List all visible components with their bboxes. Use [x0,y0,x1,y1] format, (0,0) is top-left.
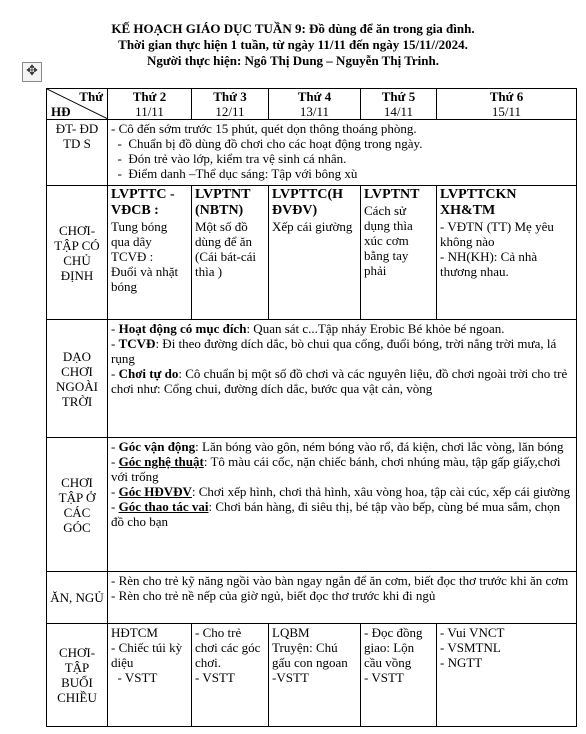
activity-title: LVPTNT (NBTN) [195,187,251,218]
list-item: - Góc nghệ thuật: Tô màu cái cốc, nặn chiếc bánh, chơi nhúng màu, tập gấp giấy,chơi với trống [111,454,561,484]
activity-line: HĐTCM [111,625,158,640]
table-header-row [47,89,577,120]
activity-line: Đuổi và nhặt bóng [111,264,179,294]
plan-authors: Người thực hiện: Ngô Thị Dung – Nguyễn Thị Trinh. [146,53,440,68]
activity-line: - Đọc đồng giao: Lộn cầu vồng [364,625,423,670]
list-item: - Góc HĐVĐV: Chơi xếp hình, chơi thả hình, xâu vòng hoa, tập cài cúc, xếp cái giường [111,484,571,499]
day-date: 15/11 [491,104,522,119]
row-dao-choi-ngoai-troi [47,320,577,438]
activity-line: Tung bóng qua dây [111,219,168,249]
dao-choi-content [108,320,577,438]
activity-line: - VSTT [364,670,404,685]
row-label-don-tre: ĐT- ĐD TD S [47,120,108,186]
afternoon-cell-tue [192,624,269,727]
corner-label-activity: HĐ [51,104,71,119]
afternoon-cell-fri [437,624,577,727]
activity-line: -VSTT [272,670,309,685]
plan-duration: Thời gian thực hiện 1 tuần, từ ngày 11/11 đến ngày 15/11//2024. [118,37,468,52]
activity-line: LQBM [272,625,310,640]
activity-line: Cách sử dụng thìa xúc cơm bằng tay phải [364,203,413,278]
list-item: - Góc vận động: Lăn bóng vào gôn, ném bóng vào rổ, đá kiện, chơi lắc vòng, lăn bóng [111,439,564,454]
activity-title: LVPTTC(H ĐVĐV) [272,187,344,218]
activity-line: - Vui VNCT [440,625,505,640]
activity-title: LVPTTCKN XH&TM [440,187,517,218]
activity-line: - VĐTN (TT) Mẹ yêu không nào [440,219,554,249]
activity-cell-mon [108,186,192,320]
day-header-wed [269,89,361,120]
row-label-an-ngu: ĂN, NGỦ [47,572,108,624]
afternoon-cell-thu [361,624,437,727]
day-date: 11/11 [135,104,164,119]
activity-cell-tue [192,186,269,320]
day-name: Thứ 2 [132,89,167,104]
day-header-thu [361,89,437,120]
don-tre-content [108,120,577,186]
row-label-buoi-chieu: CHƠI- TẬP BUỔI CHIỀU [47,624,108,727]
corner-cell [47,89,108,120]
corner-label-day: Thứ [79,89,103,104]
weekly-plan-table [46,88,577,727]
list-item: - Góc thao tác vai: Chơi bán hàng, đi siêu thị, bé tập vào bếp, cùng bé mua sắm, chọn đồ cho bạn [111,499,561,529]
row-label-dao-choi: DẠO CHƠI NGOÀI TRỜI [47,320,108,438]
day-name: Thứ 5 [381,89,416,104]
day-header-tue [192,89,269,120]
afternoon-cell-mon [108,624,192,727]
row-label-choi-tap: CHƠI- TẬP CÓ CHỦ ĐỊNH [47,186,108,320]
activity-title: LVPTTC - VĐCB : [111,187,175,218]
day-header-mon [108,89,192,120]
activity-cell-thu [361,186,437,320]
row-an-ngu [47,572,577,624]
plan-title: KẾ HOẠCH GIÁO DỤC TUẦN 9: Đồ dùng để ăn trong gia đình. [111,21,475,36]
an-ngu-content [108,572,577,624]
list-item: - TCVĐ: Đi theo đường dích dắc, bò chui qua cổng, đuổi bóng, trời nắng trời mưa, lá rụng [111,336,557,366]
activity-line: - NH(KH): Cả nhà thương nhau. [440,249,538,279]
list-item: - Hoạt động có mục đích: Quan sát c...Tập nháy Erobic Bé khỏe bé ngoan. [111,321,505,336]
day-name: Thứ 3 [213,89,247,104]
list-item: - Điểm danh –Thể dục sáng: Tập với bông xù [111,166,358,181]
activity-cell-wed [269,186,361,320]
activity-line: - Chiếc túi kỳ diệu [111,640,183,670]
list-item: - Chơi tự do: Cô chuẩn bị một số đồ chơi và các nguyên liệu, đồ chơi ngoài trời cho trẻ chơi như: Cổng chui, đường dích dắc, bước qua vật cản, vòng [111,366,568,396]
row-label-cac-goc: CHƠI TẬP Ở CÁC GÓC [47,438,108,572]
activity-line: - Cho trẻ chơi các góc chơi. [195,625,261,670]
list-item: - Rèn cho trẻ nề nếp của giờ ngủ, biết đọc thơ trước khi đi ngủ [111,588,436,603]
activity-line: Một số đồ dùng để ăn (Cái bát-cái thìa ) [195,219,256,279]
row-choi-tap-buoi-chieu [47,624,577,727]
list-item: - Chuẩn bị đồ dùng đồ chơi cho các hoạt động trong ngày. [111,136,423,151]
day-name: Thứ 6 [489,89,524,104]
row-don-tre [47,120,577,186]
activity-line: Xếp cái giường [272,219,353,234]
activity-line: - VSMTNL [440,640,501,655]
activity-line: - VSTT [195,670,235,685]
list-item: - Đón trẻ vào lớp, kiểm tra vệ sinh cá nhân. [111,151,347,166]
day-name: Thứ 4 [297,89,332,104]
day-header-fri [437,89,577,120]
activity-line: TCVĐ : [111,249,154,264]
activity-cell-fri [437,186,577,320]
day-date: 13/11 [299,104,330,119]
activity-title: LVPTNT [364,187,420,202]
activity-line: - NGTT [440,655,483,670]
activity-line: - VSTT [111,670,158,685]
day-date: 14/11 [383,104,414,119]
list-item: - Cô đến sớm trước 15 phút, quét dọn thông thoáng phòng. [111,121,417,136]
afternoon-cell-wed [269,624,361,727]
row-choi-tap-co-chu-dinh [47,186,577,320]
row-choi-tap-o-cac-goc [47,438,577,572]
list-item: - Rèn cho trẻ kỹ năng ngồi vào bàn ngay ngắn để ăn cơm, biết đọc thơ trước khi ăn cơm [111,573,569,588]
day-date: 12/11 [215,104,245,119]
cac-goc-content [108,438,577,572]
activity-line: Truyện: Chú gấu con ngoan [272,640,348,670]
table-move-handle-icon[interactable]: ✥ [22,62,42,82]
